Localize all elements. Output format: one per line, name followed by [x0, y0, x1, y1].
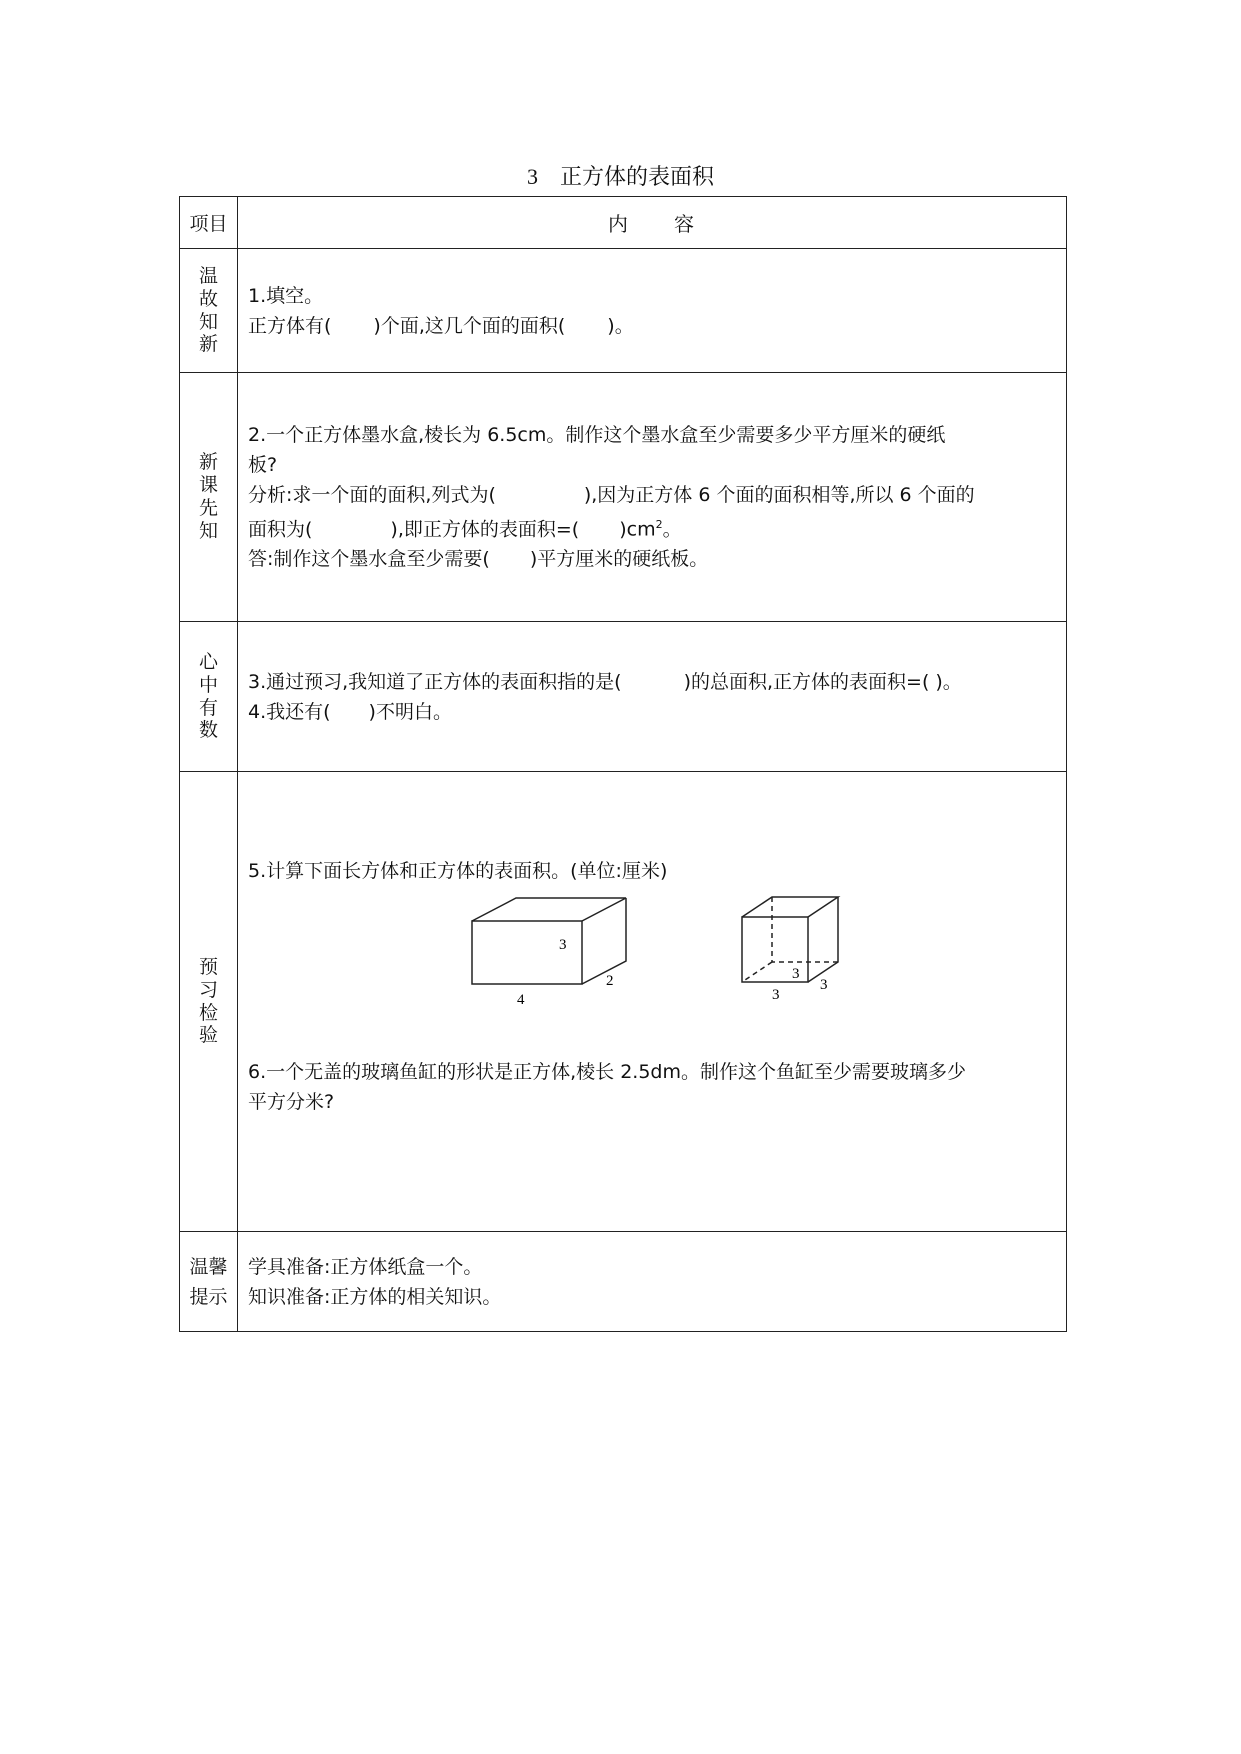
- cube-figure: [742, 897, 838, 982]
- cuboid-top-face: [472, 898, 626, 921]
- preview-row: [180, 772, 1067, 1232]
- new-lesson-label: 新课先知: [180, 373, 238, 622]
- header-content-char-2: 容: [674, 212, 696, 236]
- cuboid-side-face: [582, 898, 626, 984]
- figures: [248, 892, 1056, 1012]
- cube-hidden-edges: [772, 897, 838, 962]
- q5: 5.计算下面长方体和正方体的表面积。(单位:厘米): [248, 860, 668, 882]
- analysis-line-2: 面积为( ),即正方体的表面积=( )$cm^2$。: [248, 517, 682, 541]
- review-label: 温故知新: [180, 249, 238, 373]
- tip-tools: 学具准备:正方体纸盒一个。: [248, 1255, 483, 1278]
- unit-exponent: 2: [655, 517, 663, 531]
- q6-line-2: 平方分米?: [248, 1091, 335, 1113]
- q6-line-1: 6.一个无盖的玻璃鱼缸的形状是正方体,棱长 2.5dm。制作这个鱼缸至少需要玻璃多少: [248, 1061, 966, 1083]
- header-item: 项目: [180, 197, 238, 249]
- header-row: [180, 197, 1067, 249]
- page-title: [0, 160, 1241, 191]
- cube-top-face: [742, 897, 838, 917]
- q2-line-2: 板?: [248, 453, 278, 476]
- cube-edge-label-front: 3: [772, 987, 780, 1003]
- q1-body: 正方体有( )个面,这几个面的面积( )。: [248, 314, 634, 337]
- cuboid-figure: [472, 898, 626, 984]
- mind-row: [180, 622, 1067, 772]
- tips-label: 温馨 提示: [180, 1232, 238, 1332]
- preview-content: [238, 772, 1067, 1232]
- tips-row: [180, 1232, 1067, 1332]
- q4: 4.我还有( )不明白。: [248, 700, 452, 723]
- q2-line-1: 2.一个正方体墨水盒,棱长为 6.5cm。制作这个墨水盒至少需要多少平方厘米的硬纸: [248, 423, 946, 446]
- cube-hidden-edge-depth: [742, 962, 772, 982]
- preview-label: 预习检验: [180, 772, 238, 1232]
- mind-label: 心中有数: [180, 622, 238, 772]
- header-content-char-1: 内: [608, 212, 630, 236]
- cube-side-face: [808, 897, 838, 982]
- review-content: [238, 249, 1067, 373]
- new-lesson-row: [180, 373, 1067, 622]
- analysis-line-1: 分析:求一个面的面积,列式为( ),因为正方体 6 个面的面积相等,所以 6 个面的: [248, 483, 975, 506]
- review-row: [180, 249, 1067, 373]
- cuboid-length-label: 4: [517, 992, 525, 1008]
- q3: 3.通过预习,我知道了正方体的表面积指的是( )的总面积,正方体的表面积=( )。: [248, 670, 962, 693]
- cuboid-height-label: 3: [559, 937, 567, 953]
- title-number: 3: [526, 164, 538, 189]
- new-lesson-content: [238, 373, 1067, 622]
- answer-line: 答:制作这个墨水盒至少需要( )平方厘米的硬纸板。: [248, 548, 709, 571]
- cuboid-width-label: 2: [606, 973, 614, 989]
- tips-content: [238, 1232, 1067, 1332]
- solid-figures: [248, 892, 1068, 1012]
- header-content: [238, 197, 1067, 249]
- title-text: 正方体的表面积: [559, 165, 714, 190]
- mind-content: [238, 622, 1067, 772]
- cube-edge-label-inner: 3: [792, 966, 800, 982]
- tip-knowledge: 知识准备:正方体的相关知识。: [248, 1285, 502, 1308]
- q1-title: 1.填空。: [248, 284, 324, 307]
- worksheet-table: [179, 196, 1067, 1332]
- cube-edge-label-side: 3: [820, 977, 828, 993]
- q6-answer-area[interactable]: [248, 1117, 1056, 1197]
